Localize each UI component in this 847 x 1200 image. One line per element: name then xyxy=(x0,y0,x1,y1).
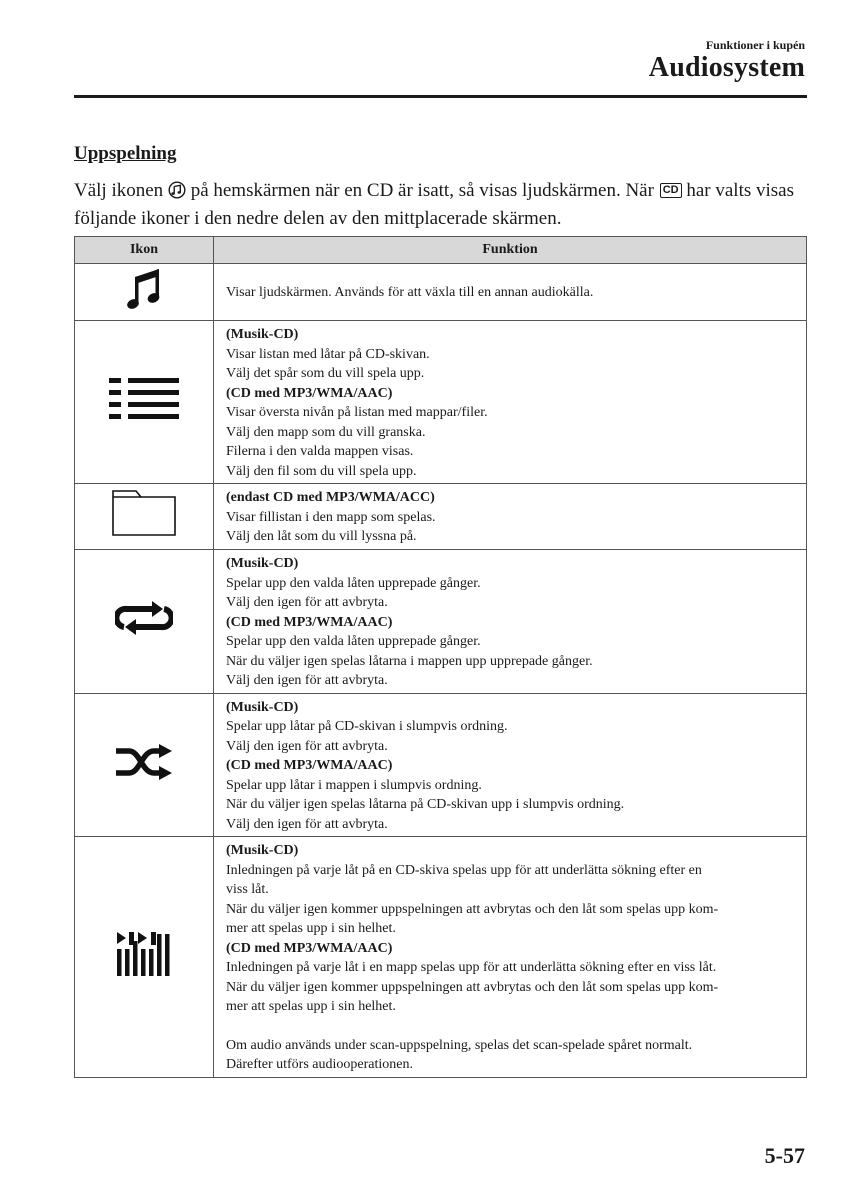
media-type-label: (Musik-CD) xyxy=(226,556,299,571)
description-line: Spelar upp låtar i mappen i slumpvis ordning. xyxy=(226,777,482,793)
description-line: Välj den igen för att avbryta. xyxy=(226,595,388,610)
icon-cell xyxy=(75,550,214,694)
description-line: Visar ljudskärmen. Används för att växla till en annan audiokälla. xyxy=(226,285,594,301)
media-type-label: (CD med MP3/WMA/AAC) xyxy=(226,940,393,956)
description-line: Välj den igen för att avbryta. xyxy=(226,816,388,832)
icon-function-table xyxy=(74,236,807,1078)
description-line: Välj den igen för att avbryta. xyxy=(226,673,388,688)
audio-circle-icon xyxy=(168,181,186,206)
table-row xyxy=(75,693,807,837)
cd-button-icon: CD xyxy=(660,183,682,198)
description-line: Välj den mapp som du vill granska. xyxy=(226,424,426,440)
description-line: När du väljer igen spelas låtarna i mappen upp upprepade gånger. xyxy=(226,653,593,669)
icon-cell xyxy=(75,484,214,550)
media-type-label: (Musik-CD) xyxy=(226,699,299,715)
table-row xyxy=(75,264,807,321)
intro-text-1: Välj ikonen xyxy=(74,180,164,201)
function-description xyxy=(214,693,807,837)
description-line xyxy=(226,1017,796,1036)
description-line: När du väljer igen kommer uppspelningen att avbrytas och den låt som spelas upp kom- xyxy=(226,979,719,995)
header-section-label: Funktioner i kupén xyxy=(705,38,805,52)
description-line: Visar listan med låtar på CD-skivan. xyxy=(226,346,430,362)
description-line: När du väljer igen kommer uppspelningen att avbrytas och den låt som spelas upp kom- xyxy=(226,901,719,917)
description-line: När du väljer igen spelas låtarna på CD-skivan upp i slumpvis ordning. xyxy=(226,797,625,812)
media-type-label: (Musik-CD) xyxy=(226,327,299,342)
description-line: Visar fillistan i den mapp som spelas. xyxy=(226,509,436,525)
description-line: Inledningen på varje låt på en CD-skiva spelas upp för att underlätta sökning efter en xyxy=(226,862,702,878)
media-type-label: (CD med MP3/WMA/AAC) xyxy=(226,385,393,401)
icon-cell xyxy=(75,321,214,484)
media-type-label: (endast CD med MP3/WMA/ACC) xyxy=(226,490,435,506)
icon-cell xyxy=(75,264,214,321)
function-description xyxy=(214,837,807,1078)
description-line: Spelar upp den valda låten upprepade gånger. xyxy=(226,575,481,591)
table-row xyxy=(75,837,807,1078)
table-row xyxy=(75,484,807,550)
icon-cell xyxy=(75,837,214,1078)
media-type-label: (CD med MP3/WMA/AAC) xyxy=(226,758,393,773)
media-type-label: (CD med MP3/WMA/AAC) xyxy=(226,614,393,630)
intro-paragraph xyxy=(74,178,814,231)
description-line: Välj den fil som du vill spela upp. xyxy=(226,463,417,479)
music-note-icon xyxy=(124,266,164,319)
page-title: Audiosystem xyxy=(648,52,805,83)
scan-icon xyxy=(117,932,171,983)
table-row xyxy=(75,550,807,694)
media-type-label: (Musik-CD) xyxy=(226,843,299,858)
icon-cell xyxy=(75,693,214,837)
description-line: mer att spelas upp i sin helhet. xyxy=(226,999,396,1014)
description-line: Välj den låt som du vill lyssna på. xyxy=(226,529,417,545)
track-list-icon xyxy=(109,378,179,427)
description-line: Spelar upp den valda låten upprepade gånger. xyxy=(226,634,481,649)
description-line: Välj den igen för att avbryta. xyxy=(226,738,388,754)
table-row xyxy=(75,321,807,484)
section-heading: Uppspelning xyxy=(74,143,177,164)
intro-text-2: på hemskärmen när en CD är isatt, så visas ljudskärmen. När xyxy=(190,180,654,201)
shuffle-icon xyxy=(114,743,174,788)
page-number: 5-57 xyxy=(764,1143,805,1168)
description-line: Därefter utförs audiooperationen. xyxy=(226,1057,413,1072)
intro-text-3: har valts visas följande ikoner i den nedre delen av den mittplacerade skärmen. xyxy=(74,180,794,229)
column-header-function: Funktion xyxy=(214,237,807,264)
folder-icon xyxy=(112,490,176,543)
description-line: Inledningen på varje låt i en mapp spelas upp för att underlätta sökning efter en viss låt. xyxy=(226,960,717,975)
repeat-icon xyxy=(115,600,173,643)
description-line: Spelar upp låtar på CD-skivan i slumpvis ordning. xyxy=(226,719,508,734)
column-header-icon: Ikon xyxy=(75,237,214,264)
function-description xyxy=(214,264,807,321)
header-divider xyxy=(74,95,807,98)
function-description xyxy=(214,484,807,550)
description-line: Välj det spår som du vill spela upp. xyxy=(226,366,425,381)
function-description xyxy=(214,550,807,694)
function-description xyxy=(214,321,807,484)
description-line: mer att spelas upp i sin helhet. xyxy=(226,921,396,936)
description-line: Visar översta nivån på listan med mappar/filer. xyxy=(226,405,488,420)
description-line: viss låt. xyxy=(226,882,269,897)
description-line: Filerna i den valda mappen visas. xyxy=(226,444,414,459)
description-line: Om audio används under scan-uppspelning, spelas det scan-spelade spåret normalt. xyxy=(226,1037,693,1053)
table-header-row xyxy=(75,237,807,264)
